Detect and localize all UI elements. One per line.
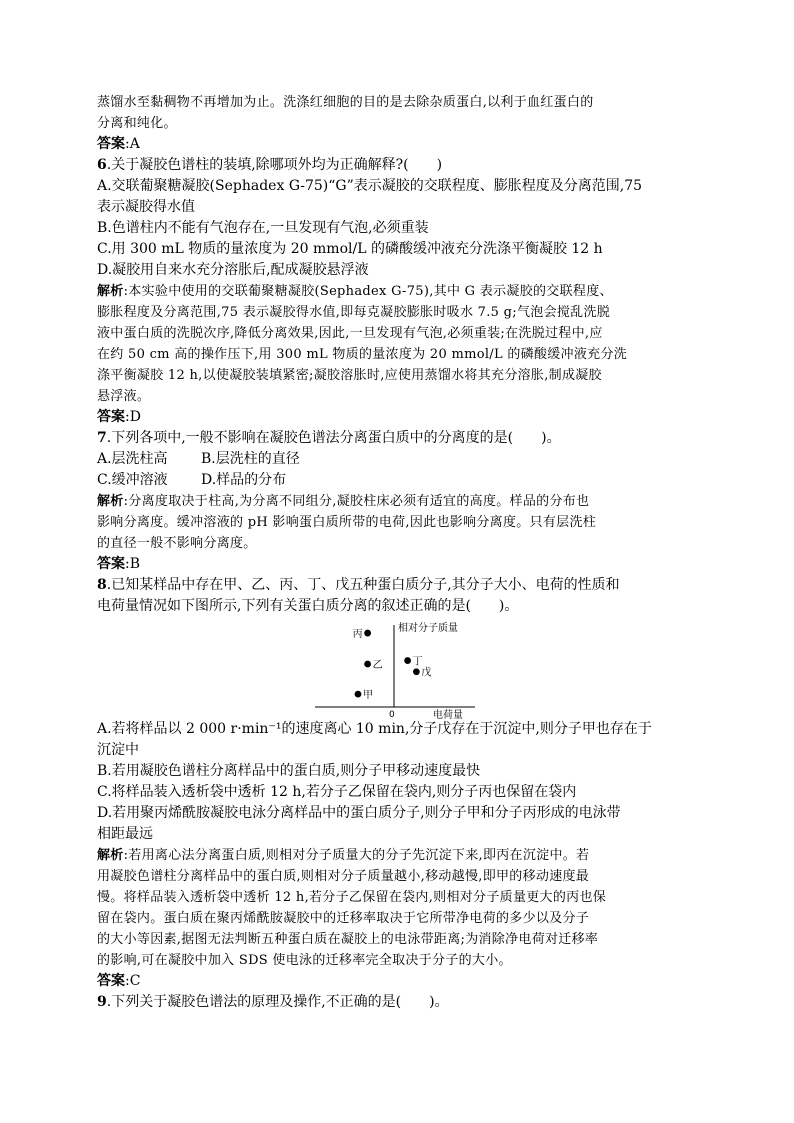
answer-label: 答案 bbox=[97, 973, 125, 989]
protein-point-2 bbox=[404, 657, 411, 664]
analysis-line: 的影响,可在凝胶中加入 SDS 使电泳的迁移率完全取决于分子的大小。 bbox=[97, 953, 512, 968]
option-line: D.凝胶用自来水充分溶胀后,配成凝胶悬浮液 bbox=[97, 262, 369, 278]
analysis-text: :分离度取决于柱高,为分离不同组分,凝胶柱床必须有适宜的高度。样品的分布也 bbox=[123, 494, 590, 509]
answer-value: :A bbox=[125, 136, 140, 152]
option-line: A.若将样品以 2 000 r·min⁻¹的速度离心 10 min,分子戊存在于沉淀中,则分子甲也存在于 bbox=[97, 721, 652, 737]
option-c: C.缓冲溶液 bbox=[97, 472, 168, 488]
protein-label-1: 乙 bbox=[372, 660, 383, 671]
analysis-line: 用凝胶色谱柱分离样品中的蛋白质,则相对分子质量越小,移动越慢,即甲的移动速度最 bbox=[97, 869, 590, 884]
analysis-line bbox=[97, 845, 699, 866]
option-line: B.若用凝胶色谱柱分离样品中的蛋白质,则分子甲移动速度最快 bbox=[97, 763, 481, 779]
question-stem bbox=[97, 992, 699, 1013]
protein-label-2: 丁 bbox=[412, 656, 423, 668]
question-text: .下列关于凝胶色谱法的原理及操作,不正确的是( )。 bbox=[106, 994, 449, 1010]
question-text: .下列各项中,一般不影响在凝胶色谱法分离蛋白质中的分离度的是( )。 bbox=[106, 430, 561, 446]
answer-line bbox=[97, 134, 699, 155]
intro-line: 分离和纯化。 bbox=[97, 116, 177, 131]
analysis-line: 在约 50 cm 高的操作压下,用 300 mL 物质的量浓度为 20 mmol/L 的磷酸缓冲液充分洗 bbox=[97, 347, 628, 362]
analysis-label: 解析 bbox=[97, 284, 124, 299]
analysis-label: 解析 bbox=[97, 848, 124, 863]
protein-point-1 bbox=[364, 661, 371, 668]
question-number: 6 bbox=[97, 157, 107, 173]
analysis-line: 悬浮液。 bbox=[97, 389, 151, 404]
answer-label: 答案 bbox=[97, 556, 125, 572]
answer-value: :C bbox=[125, 973, 141, 989]
question-stem bbox=[97, 428, 699, 449]
question-number: 7 bbox=[97, 430, 107, 446]
protein-label-0: 丙 bbox=[352, 629, 363, 641]
analysis-line bbox=[97, 491, 699, 512]
origin-label: 0 bbox=[389, 710, 395, 719]
analysis-line: 的大小等因素,据图无法判断五种蛋白质在凝胶上的电泳带距离;为消除净电荷对迁移率 bbox=[97, 932, 599, 947]
analysis-line: 影响分离度。缓冲溶液的 pH 影响蛋白质所带的电荷,因此也影响分离度。只有层洗柱 bbox=[97, 515, 597, 530]
analysis-line: 留在袋内。蛋白质在聚丙烯酰胺凝胶中的迁移率取决于它所带净电荷的多少以及分子 bbox=[97, 911, 590, 926]
figure-container bbox=[97, 621, 699, 719]
option-line: 沉淀中 bbox=[97, 742, 139, 758]
protein-point-3 bbox=[413, 668, 420, 675]
answer-label: 答案 bbox=[97, 136, 125, 152]
analysis-line: 慢。将样品装入透析袋中透析 12 h,若分子乙保留在袋内,则相对分子质量更大的丙也保 bbox=[97, 890, 607, 905]
x-axis-label: 电荷量 bbox=[433, 710, 463, 719]
question-stem bbox=[97, 575, 699, 596]
option-a: A.层洗柱高 bbox=[97, 451, 168, 467]
y-axis-label: 相对分子质量 bbox=[398, 623, 458, 634]
protein-point-0 bbox=[364, 630, 371, 637]
option-row bbox=[97, 470, 699, 491]
analysis-line: 涤平衡凝胶 12 h,以使凝胶装填紧密;凝胶溶胀时,应使用蒸馏水将其充分溶胀,制成凝胶 bbox=[97, 368, 602, 383]
question-text: .已知某样品中存在甲、乙、丙、丁、戊五种蛋白质分子,其分子大小、电荷的性质和 bbox=[106, 577, 620, 593]
analysis-text: :本实验中使用的交联葡聚糖凝胶(Sephadex G-75),其中 G 表示凝胶的交联程度、 bbox=[123, 284, 613, 299]
question-number: 8 bbox=[97, 577, 107, 593]
option-row bbox=[97, 449, 699, 470]
answer-label: 答案 bbox=[97, 409, 125, 425]
option-b: B.层洗柱的直径 bbox=[201, 451, 300, 467]
answer-line bbox=[97, 407, 699, 428]
intro-line: 蒸馏水至黏稠物不再增加为止。洗涤红细胞的目的是去除杂质蛋白,以利于血红蛋白的 bbox=[97, 95, 594, 110]
option-line: D.若用聚丙烯酰胺凝胶电泳分离样品中的蛋白质分子,则分子甲和分子丙形成的电泳带 bbox=[97, 805, 621, 821]
protein-point-4 bbox=[355, 691, 362, 698]
answer-line bbox=[97, 971, 699, 992]
answer-line bbox=[97, 554, 699, 575]
analysis-text: :若用离心法分离蛋白质,则相对分子质量大的分子先沉淀下来,即丙在沉淀中。若 bbox=[123, 848, 590, 863]
answer-value: :D bbox=[125, 409, 141, 425]
protein-label-3: 戊 bbox=[421, 667, 432, 679]
charge-mass-diagram bbox=[97, 621, 699, 719]
analysis-line bbox=[97, 281, 699, 302]
option-line: 表示凝胶得水值 bbox=[97, 199, 195, 215]
question-stem bbox=[97, 155, 699, 176]
option-line: B.色谱柱内不能有气泡存在,一旦发现有气泡,必须重装 bbox=[97, 220, 429, 236]
question-number: 9 bbox=[97, 994, 107, 1010]
analysis-label: 解析 bbox=[97, 494, 124, 509]
page-content bbox=[97, 92, 699, 1013]
option-line: 相距最远 bbox=[97, 826, 153, 842]
question-stem-cont: 电荷量情况如下图所示,下列有关蛋白质分离的叙述正确的是( )。 bbox=[97, 598, 519, 614]
option-line: A.交联葡聚糖凝胶(Sephadex G-75)“G”表示凝胶的交联程度、膨胀程度及分离范围,75 bbox=[97, 178, 643, 194]
analysis-line: 的直径一般不影响分离度。 bbox=[97, 536, 257, 551]
analysis-line: 膨胀程度及分离范围,75 表示凝胶得水值,即每克凝胶膨胀时吸水 7.5 g;气泡会搅乱洗脱 bbox=[97, 305, 611, 320]
option-d: D.样品的分布 bbox=[201, 472, 287, 488]
option-line: C.用 300 mL 物质的量浓度为 20 mmol/L 的磷酸缓冲液充分洗涤平衡凝胶 12 h bbox=[97, 241, 603, 257]
analysis-line: 液中蛋白质的洗脱次序,降低分离效果,因此,一旦发现有气泡,必须重装;在洗脱过程中,应 bbox=[97, 326, 603, 341]
question-text: .关于凝胶色谱柱的装填,除哪项外均为正确解释?( ) bbox=[106, 157, 443, 173]
option-line: C.将样品装入透析袋中透析 12 h,若分子乙保留在袋内,则分子丙也保留在袋内 bbox=[97, 784, 577, 800]
protein-label-4: 甲 bbox=[363, 690, 373, 702]
answer-value: :B bbox=[125, 556, 141, 572]
